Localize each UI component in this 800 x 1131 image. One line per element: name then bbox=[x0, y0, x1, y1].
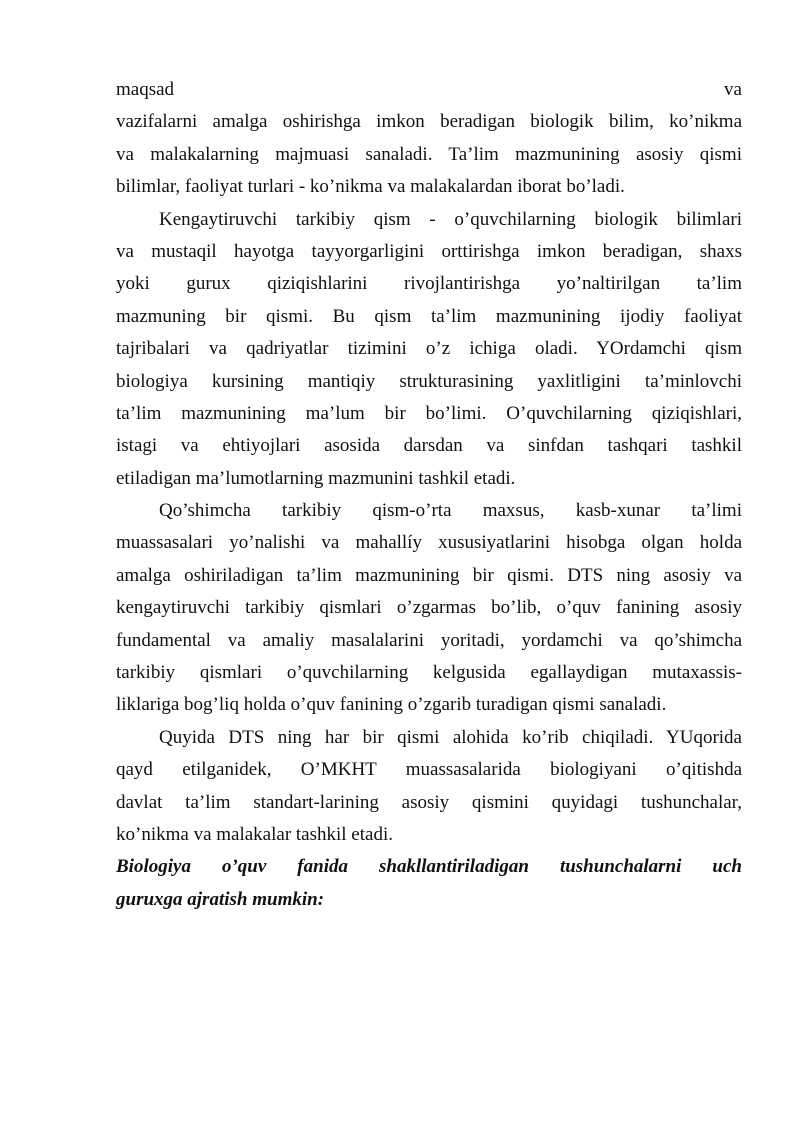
text-line: tajribalari va qadriyatlar tizimini o’z ichiga oladi. YOrdamchi qism bbox=[116, 338, 742, 360]
text-line: qayd etilganidek, O’MKHT muassasalarida biologiyani o’qitishda bbox=[116, 759, 742, 781]
text-line: etiladigan ma’lumotlarning mazmunini tashkil etadi. bbox=[116, 467, 516, 489]
text-line: amalga oshiriladigan ta’lim mazmunining bir qismi. DTS ning asosiy va bbox=[116, 564, 742, 586]
text-line: muassasalari yo’nalishi va mahallíy xususiyatlarini hisobga olgan holda bbox=[116, 532, 742, 554]
text-line: maqsad va bbox=[116, 79, 742, 100]
text-line: liklariga bog’liq holda o’quv fanining o’zgarib turadigan qismi sanaladi. bbox=[116, 694, 667, 716]
text-line: istagi va ehtiyojlari asosida darsdan va sinfdan tashqari tashkil bbox=[116, 435, 742, 457]
text-line: fundamental va amaliy masalalarini yoritadi, yordamchi va qo’shimcha bbox=[116, 629, 742, 651]
document-page bbox=[116, 74, 742, 916]
text-line: Quyida DTS ning har bir qismi alohida ko’rib chiqiladi. YUqorida bbox=[159, 726, 742, 748]
section-heading bbox=[116, 851, 742, 916]
heading-line: guruxga ajratish mumkin: bbox=[116, 888, 325, 910]
text-line: tarkibiy qismlari o’quvchilarning kelgusida egallaydigan mutaxassis- bbox=[116, 662, 742, 684]
paragraph-3 bbox=[116, 495, 742, 722]
text-line: mazmuning bir qismi. Bu qism ta’lim mazmunining ijodiy faoliyat bbox=[116, 305, 742, 327]
paragraph-1 bbox=[116, 74, 742, 204]
text-line: davlat ta’lim standart-larining asosiy qismini quyidagi tushunchalar, bbox=[116, 791, 742, 813]
text-line: va mustaqil hayotga tayyorgarligini orttirishga imkon beradigan, shaxs bbox=[116, 240, 742, 262]
text-line: kengaytiruvchi tarkibiy qismlari o’zgarmas bo’lib, o’quv fanining asosiy bbox=[116, 597, 742, 619]
text-line: va malakalarning majmuasi sanaladi. Ta’lim mazmunining asosiy qismi bbox=[116, 143, 742, 165]
heading-line: Biologiya o’quv fanida shakllantiriladigan tushunchalarni uch bbox=[116, 856, 742, 878]
text-line: ko’nikma va malakalar tashkil etadi. bbox=[116, 823, 393, 845]
text-line: yoki gurux qiziqishlarini rivojlantirishga yo’naltirilgan ta’lim bbox=[116, 273, 742, 295]
paragraph-2 bbox=[116, 204, 742, 496]
text-line: vazifalarni amalga oshirishga imkon beradigan biologik bilim, ko’nikma bbox=[116, 111, 742, 133]
text-line: ta’lim mazmunining ma’lum bir bo’limi. O’quvchilarning qiziqishlari, bbox=[116, 402, 742, 424]
text-line: biologiya kursining mantiqiy strukturasining yaxlitligini ta’minlovchi bbox=[116, 370, 742, 392]
text-line: Kengaytiruvchi tarkibiy qism - o’quvchilarning biologik bilimlari bbox=[159, 208, 742, 230]
text-line: Qo’shimcha tarkibiy qism-o’rta maxsus, kasb-xunar ta’limi bbox=[159, 500, 742, 522]
paragraph-4 bbox=[116, 722, 742, 852]
text-line: bilimlar, faoliyat turlari - ko’nikma va malakalardan iborat bo’ladi. bbox=[116, 176, 625, 198]
